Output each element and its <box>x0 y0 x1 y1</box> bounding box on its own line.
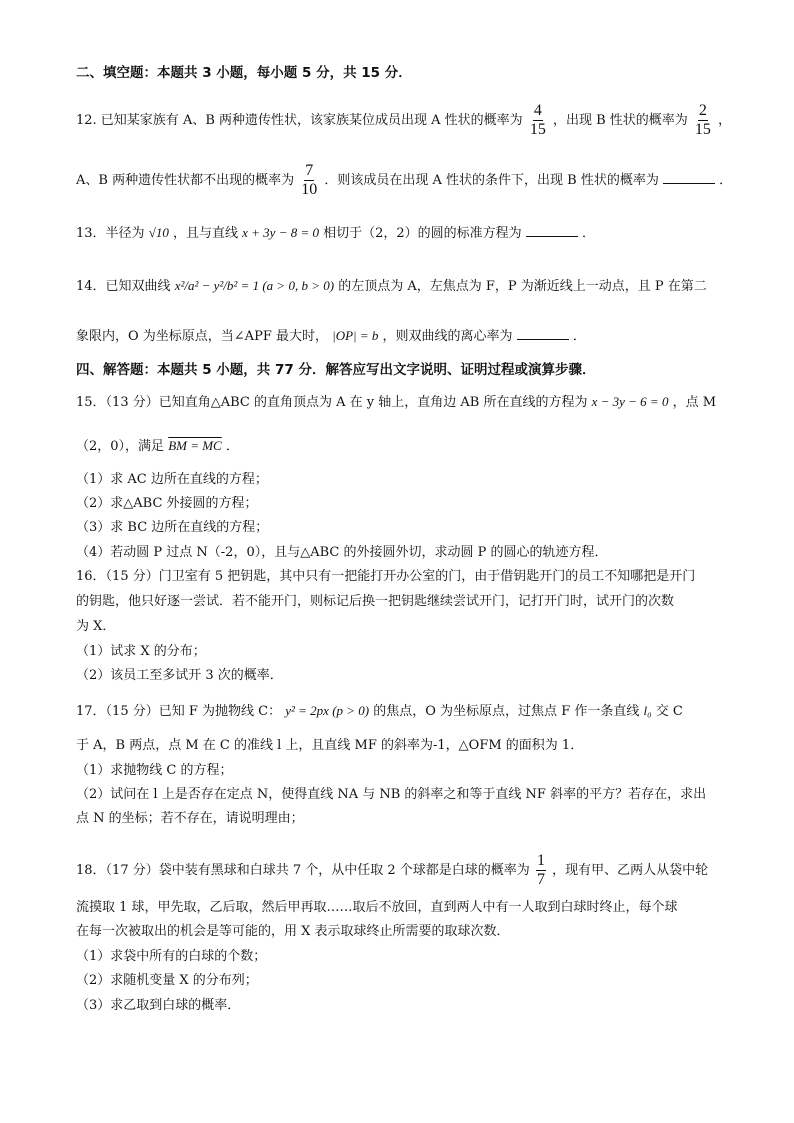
question-14-line-1 <box>76 277 707 296</box>
question-17-line-2: 于 A，B 两点，点 M 在 C 的准线 l 上，且直线 MF 的斜率为-1，△OFM 的面积为 1． <box>76 738 584 753</box>
q18-frac-denominator: 7 <box>536 871 545 888</box>
question-17-line-1 <box>76 702 683 721</box>
q15-text-b: ，点 M <box>672 395 717 410</box>
section-solution-heading: 四、解答题：本题共 5 小题，共 77 分．解答应写出文字说明、证明过程或演算步骤． <box>76 362 596 378</box>
q12-text-d: A、B 两种遗传性状都不出现的概率为 <box>76 173 295 188</box>
q14-hyperbola-equation: x²/a² − y²/b² = 1 (a > 0, b > 0) <box>174 278 335 293</box>
q13-text-d: ． <box>581 226 595 241</box>
question-16-line-3: 为 X． <box>76 619 116 634</box>
q12-frac2-denominator: 15 <box>694 121 711 138</box>
q18-text-b: ，现有甲、乙两人从袋中轮 <box>552 863 709 878</box>
q16-part-1: （1）试求 X 的分布； <box>76 644 206 659</box>
section-fill-in-heading: 二、填空题：本题共 3 小题，每小题 5 分，共 15 分． <box>76 65 412 81</box>
q13-text-a: 13．半径为 <box>76 226 145 241</box>
q18-part-3: （3）求乙取到白球的概率． <box>76 998 241 1013</box>
q12-frac2-numerator: 2 <box>698 102 707 119</box>
question-15-line-1 <box>76 393 716 412</box>
q13-text-c: 相切于（2，2）的圆的标准方程为 <box>323 226 522 241</box>
q17-part-2-line-2: 点 N 的坐标；若不存在，请说明理由； <box>76 811 304 826</box>
q13-answer-blank[interactable] <box>526 224 578 237</box>
q12-text-b: ，出现 B 性状的概率为 <box>552 113 688 128</box>
q15-vector-condition: BM = MC <box>168 438 222 453</box>
question-12-line-2 <box>76 162 732 199</box>
question-18-line-2: 流摸取 1 球，甲先取，乙后取，然后甲再取……取后不放回，直到两人中有一人取到白球时终止，每个球 <box>76 900 678 915</box>
q13-text-b: ，且与直线 <box>172 226 238 241</box>
q13-radius-radical: √10 <box>148 225 169 240</box>
q17-text-c: 交 C <box>655 704 683 719</box>
q17-parabola-equation: y² = 2px (p > 0) <box>285 703 370 718</box>
question-13 <box>76 224 595 243</box>
q13-line-equation: x + 3y − 8 = 0 <box>242 225 319 240</box>
q12-text-e: ．则该成员在出现 A 性状的条件下，出现 B 性状的概率为 <box>324 173 659 188</box>
question-16-line-2: 的钥匙，他只好逐一尝试．若不能开门，则标记后换一把钥匙继续尝试开门，记打开门时，试开门的次数 <box>76 594 675 609</box>
question-18-line-1 <box>76 852 708 889</box>
q12-text-c: ， <box>718 113 732 128</box>
question-16-line-1: 16．（15 分）门卫室有 5 把钥匙，其中只有一把能打开办公室的门，由于借钥匙开门的员工不知哪把是开门 <box>76 569 696 584</box>
q15-line-ab-equation: x − 3y − 6 = 0 <box>591 394 669 409</box>
q18-fraction-white-probability <box>536 852 546 889</box>
q12-fraction-neither-probability <box>300 162 318 199</box>
q14-text-e: ． <box>572 329 586 344</box>
q12-fraction-a-probability <box>529 102 547 139</box>
q15-part-1: （1）求 AC 边所在直线的方程； <box>76 472 268 487</box>
q15-text-a: 15．（13 分）已知直角△ABC 的直角顶点为 A 在 y 轴上，直角边 AB 所在直线的方程为 <box>76 395 588 410</box>
q14-text-c: 象限内，O 为坐标原点，当∠APF 最大时， <box>76 329 328 344</box>
question-14-line-2 <box>76 327 586 346</box>
q16-part-2: （2）该员工至多试开 3 次的概率． <box>76 668 283 683</box>
q14-text-b: 的左顶点为 A，左焦点为 F，P 为渐近线上一动点，且 P 在第二 <box>338 279 707 294</box>
q17-part-1: （1）求抛物线 C 的方程； <box>76 763 233 778</box>
q14-answer-blank[interactable] <box>517 327 569 340</box>
q18-text-a: 18．（17 分）袋中装有黑球和白球共 7 个，从中任取 2 个球都是白球的概率为 <box>76 863 530 878</box>
q17-part-2-line-1: （2）试问在 l 上是否存在定点 N，使得直线 NA 与 NB 的斜率之和等于直线 NF 斜率的平方？若存在，求出 <box>76 787 707 802</box>
q12-text-f: ． <box>719 173 733 188</box>
question-15-line-2 <box>76 437 239 456</box>
q12-fraction-b-probability <box>694 102 712 139</box>
q14-text-d: ，则双曲线的离心率为 <box>382 329 513 344</box>
q17-text-a: 17．（15 分）已知 F 为抛物线 C： <box>76 704 282 719</box>
q18-part-1: （1）求袋中所有的白球的个数； <box>76 949 267 964</box>
q15-text-d: ． <box>225 439 239 454</box>
q18-frac-numerator: 1 <box>536 852 545 869</box>
q17-line-l0: l₀ <box>643 703 652 718</box>
question-18-line-3: 在每一次被取出的机会是等可能的，用 X 表示取球终止所需要的取球次数． <box>76 924 510 939</box>
q12-answer-blank[interactable] <box>663 171 715 184</box>
q15-text-c: （2，0），满足 <box>76 439 165 454</box>
q17-text-b: 的焦点，O 为坐标原点，过焦点 F 作一条直线 <box>373 704 640 719</box>
q12-frac3-numerator: 7 <box>305 162 314 179</box>
q18-part-2: （2）求随机变量 X 的分布列； <box>76 973 258 988</box>
q15-part-3: （3）求 BC 边所在直线的方程； <box>76 520 269 535</box>
q12-frac1-denominator: 15 <box>529 121 546 138</box>
q12-frac3-denominator: 10 <box>301 181 318 198</box>
q12-text-a: 12. 已知某家族有 A、B 两种遗传性状，该家族某位成员出现 A 性状的概率为 <box>76 113 523 128</box>
q14-text-a: 14．已知双曲线 <box>76 279 171 294</box>
q15-part-2: （2）求△ABC 外接圆的方程； <box>76 496 258 511</box>
q15-part-4: （4）若动圆 P 过点 N（-2，0），且与△ABC 的外接圆外切，求动圆 P 的圆心的轨迹方程． <box>76 545 608 560</box>
question-12-line-1 <box>76 102 731 139</box>
q12-frac1-numerator: 4 <box>533 102 542 119</box>
q14-op-condition: |OP| = b <box>332 328 379 343</box>
